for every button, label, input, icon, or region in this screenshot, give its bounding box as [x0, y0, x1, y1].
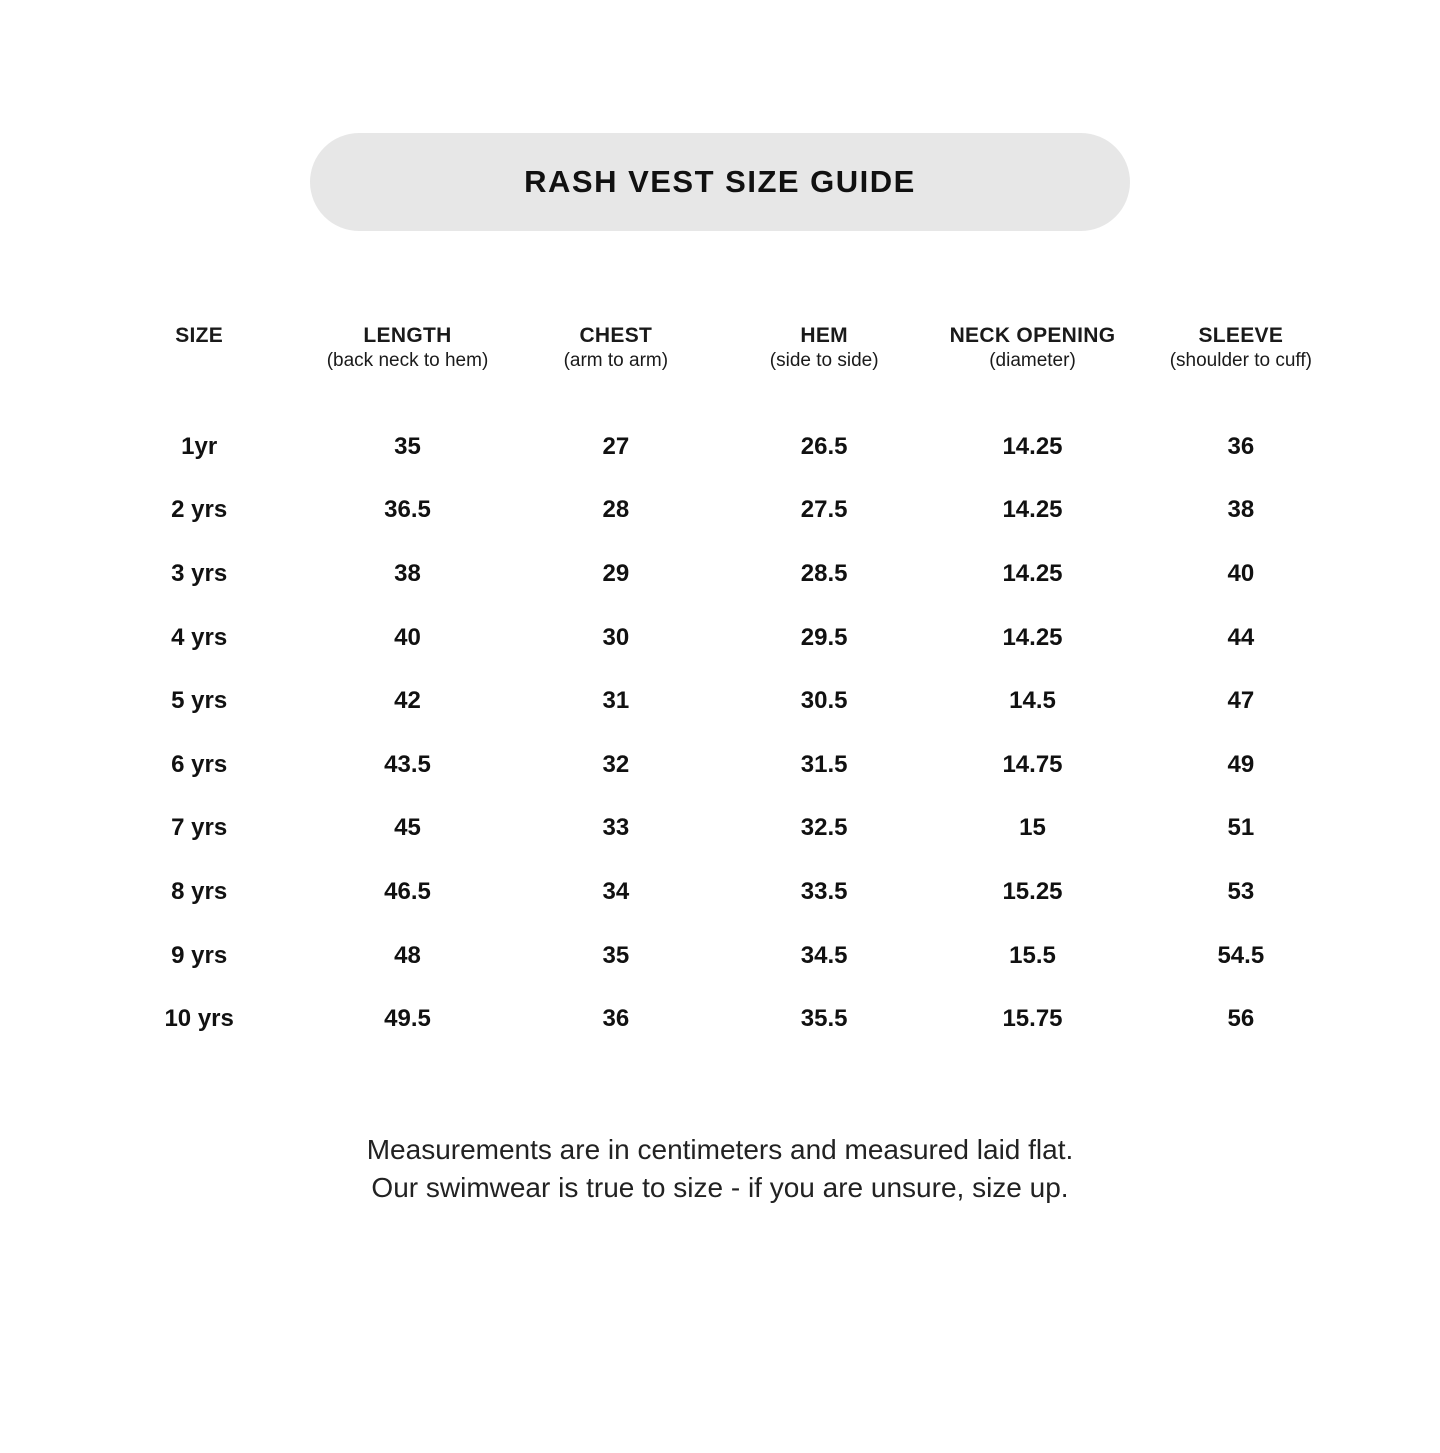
column-header-size	[95, 323, 303, 373]
column-header-chest	[512, 323, 720, 373]
size-label: 7 yrs	[171, 814, 228, 842]
measurement-value: 32	[602, 750, 630, 778]
measurement-value: 27	[602, 432, 630, 460]
measurement-value: 26.5	[800, 432, 848, 460]
measurement-value: 30.5	[800, 687, 848, 715]
measurement-value: 14.25	[1002, 559, 1063, 587]
measurement-value: 28	[602, 496, 630, 524]
page-title: RASH VEST SIZE GUIDE	[524, 164, 916, 199]
size-label: 5 yrs	[171, 687, 228, 715]
size-table	[95, 323, 1345, 1051]
column-header-neck-opening	[928, 323, 1136, 373]
measurement-value: 45	[394, 814, 421, 842]
size-label: 8 yrs	[171, 877, 228, 905]
measurement-value: 56	[1227, 1005, 1255, 1033]
column-sublabel: (side to side)	[769, 350, 879, 371]
measurement-value: 14.5	[1009, 687, 1056, 715]
table-row	[95, 606, 1345, 670]
measurement-value: 14.25	[1002, 496, 1063, 524]
table-row	[95, 924, 1345, 988]
measurement-value: 15.75	[1002, 1005, 1063, 1033]
measurement-value: 34.5	[800, 941, 848, 969]
column-sublabel: (back neck to hem)	[326, 350, 489, 371]
measurement-value: 49.5	[384, 1005, 431, 1033]
measurement-value: 15	[1019, 814, 1046, 842]
column-label: SLEEVE	[1198, 324, 1284, 347]
measurement-value: 29.5	[800, 623, 848, 651]
measurement-value: 27.5	[800, 496, 848, 524]
measurement-value: 35	[394, 432, 421, 460]
measurement-value: 46.5	[384, 877, 431, 905]
footer-line-1: Measurements are in centimeters and measured laid flat.	[366, 1133, 1074, 1165]
measurement-value: 15.25	[1002, 877, 1063, 905]
measurement-value: 35	[602, 941, 630, 969]
measurement-value: 29	[602, 559, 630, 587]
column-label: SIZE	[175, 324, 224, 347]
measurement-value: 48	[394, 941, 421, 969]
measurement-value: 14.75	[1002, 750, 1063, 778]
measurement-value: 42	[394, 687, 421, 715]
measurement-value: 54.5	[1217, 941, 1265, 969]
column-label: HEM	[800, 324, 848, 347]
measurement-value: 15.5	[1009, 941, 1056, 969]
footer-line-2: Our swimwear is true to size - if you are unsure, size up.	[371, 1171, 1069, 1203]
title-pill	[310, 133, 1130, 231]
size-label: 6 yrs	[171, 750, 228, 778]
measurement-value: 40	[1227, 559, 1255, 587]
footer-note	[0, 1131, 1440, 1207]
column-sublabel: (diameter)	[989, 350, 1076, 371]
size-label: 4 yrs	[171, 623, 228, 651]
column-sublabel: (arm to arm)	[563, 350, 669, 371]
column-sublabel: (shoulder to cuff)	[1169, 350, 1312, 371]
size-label: 1yr	[181, 432, 218, 460]
measurement-value: 33.5	[800, 877, 848, 905]
size-label: 2 yrs	[171, 496, 228, 524]
measurement-value: 28.5	[800, 559, 848, 587]
size-guide-page	[0, 133, 1440, 1207]
table-row	[95, 542, 1345, 606]
measurement-value: 40	[394, 623, 421, 651]
measurement-value: 36.5	[384, 496, 431, 524]
measurement-value: 38	[394, 559, 421, 587]
measurement-value: 35.5	[800, 1005, 848, 1033]
measurement-value: 31.5	[800, 750, 848, 778]
column-header-sleeve	[1137, 323, 1345, 373]
size-label: 10 yrs	[164, 1005, 234, 1033]
measurement-value: 38	[1227, 496, 1255, 524]
measurement-value: 14.25	[1002, 623, 1063, 651]
measurement-value: 51	[1227, 814, 1255, 842]
measurement-value: 44	[1227, 623, 1255, 651]
measurement-value: 36	[602, 1005, 630, 1033]
measurement-value: 33	[602, 814, 630, 842]
column-label: NECK OPENING	[949, 324, 1116, 347]
measurement-value: 36	[1227, 432, 1255, 460]
measurement-value: 32.5	[800, 814, 848, 842]
table-row	[95, 415, 1345, 479]
measurement-value: 47	[1227, 687, 1255, 715]
table-row	[95, 860, 1345, 924]
measurement-value: 43.5	[384, 750, 431, 778]
table-header-row	[95, 323, 1345, 373]
table-body	[95, 415, 1345, 1051]
measurement-value: 30	[602, 623, 630, 651]
table-row	[95, 733, 1345, 797]
measurement-value: 34	[602, 877, 630, 905]
table-row	[95, 669, 1345, 733]
table-row	[95, 479, 1345, 543]
column-label: CHEST	[579, 324, 653, 347]
table-row	[95, 797, 1345, 861]
column-header-hem	[720, 323, 928, 373]
measurement-value: 53	[1227, 877, 1255, 905]
measurement-value: 14.25	[1002, 432, 1063, 460]
table-row	[95, 987, 1345, 1051]
measurement-value: 31	[602, 687, 630, 715]
size-label: 9 yrs	[171, 941, 228, 969]
column-label: LENGTH	[363, 324, 452, 347]
measurement-value: 49	[1227, 750, 1255, 778]
column-header-length	[303, 323, 511, 373]
size-label: 3 yrs	[171, 559, 228, 587]
